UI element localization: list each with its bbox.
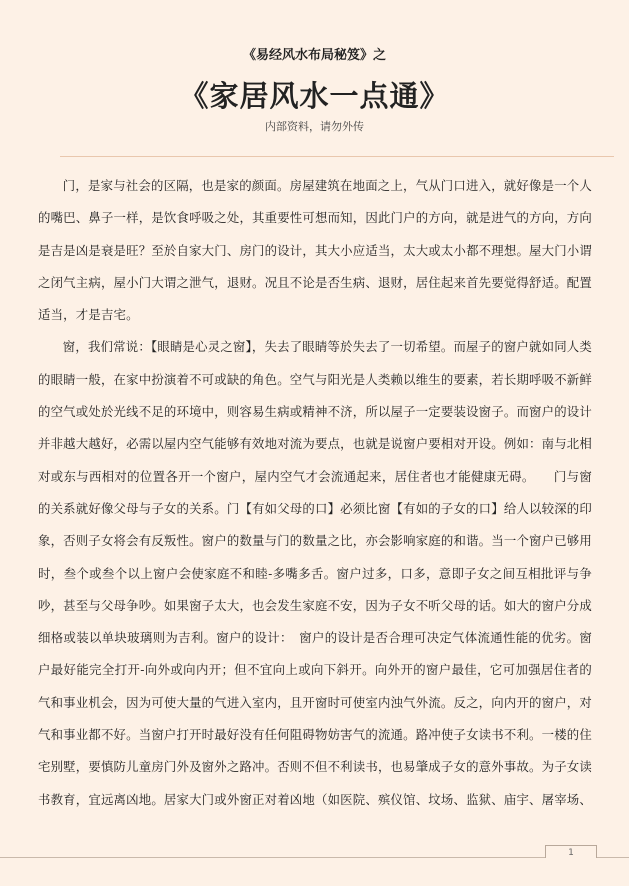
document-subtitle: 内部资料，请勿外传 [265, 120, 364, 133]
document-body [38, 170, 592, 816]
paragraph-door: 门，是家与社会的区隔，也是家的颜面。房屋建筑在地面之上，气从门口进入，就好像是一个人的嘴巴、鼻子一样，是饮食呼吸之处，其重要性可想而知，因此门户的方向，就是进气的方向，方向是吉是凶是衰是旺？至於自家大门、房门的设计，其大小应适当，太大或太小都不理想。屋大门小谓之闭气主病，屋小门大谓之泄气，退财。况且不论是否生病、退财，居住起来首先要觉得舒适。配置适当，才是吉宅。 [38, 178, 592, 323]
paragraph-window: 窗，我们常说：【眼睛是心灵之窗】，失去了眼睛等於失去了一切希望。而屋子的窗户就如同人类的眼睛一般，在家中扮演着不可或缺的角色。空气与阳光是人类赖以维生的要素，若长期呼吸不新鲜的空气或处於光线不足的环境中，则容易生病或精神不济，所以屋子一定要装设窗子。而窗户的设计并非越大越好，必需以屋内空气能够有效地对流为要点，也就是说窗户要相对开设。例如：南与北相对或东与西相对的位置各开一个窗户，屋内空气才会流通起来，居住者也才能健康无碍。 门与窗的关系就好像父母与子女的关系。门【有如父母的口】必须比窗【有如的子女的口】给人以较深的印象，否则子女将会有反叛性。窗户的数量与门的数量之比，亦会影响家庭的和谐。当一个窗户已够用时，叁个或叁个以上窗户会使家庭不和睦-多嘴多舌。窗户过多，口多，意即子女之间互相批评与争吵，甚至与父母争吵。如果窗子太大，也会发生家庭不安，因为子女不听父母的话。如大的窗户分成细格或装以单块玻璃则为吉利。窗户的设计： 窗户的设计是否合理可决定气体流通性能的优劣。窗户最好能完全打开-向外或向内开；但不宜向上或向下斜开。向外开的窗户最佳，它可加强居住者的气和事业机会，因为可使大量的气进入室内，且开窗时可使室内浊气外流。反之，向内开的窗户，对气和事业都不好。当窗户打开时最好没有任何阻碍物妨害气的流通。路冲使子女读书不利。一楼的住宅别墅，要慎防儿童房门外及窗外之路冲。否则不但不利读书，也易肇成子女的意外事故。为子女读书教育，宜远离凶地。居家大门或外窗正对着凶地（如医院、殡仪馆、坟场、监狱、庙宇、屠宰场、 [38, 339, 592, 807]
page-number: 1 [545, 845, 597, 858]
header-divider [60, 156, 614, 157]
series-title: 《易经风水布局秘笈》之 [242, 48, 386, 63]
document-title: 《家居风水一点通》 [179, 79, 450, 113]
footer-divider [0, 857, 629, 858]
